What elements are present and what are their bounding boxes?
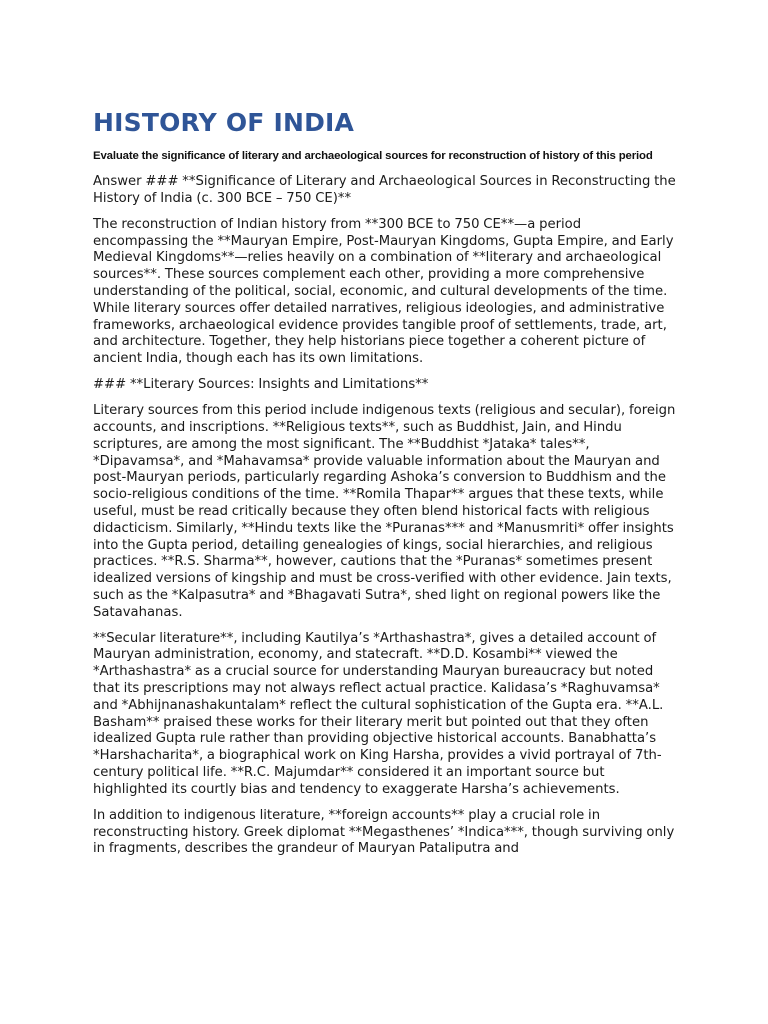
- foreign-accounts-paragraph: In addition to indigenous literature, **foreign accounts** play a crucial role in reconstructing history. Greek diplomat **Megasthenes’ *Indica***, though surviving only in fragments, describes the grandeur of Mauryan Pataliputra and: [93, 807, 675, 857]
- document-title: HISTORY OF INDIA: [93, 108, 355, 137]
- answer-heading-paragraph: Answer ### **Significance of Literary and Archaeological Sources in Reconstructing the History of India (c. 300 BCE – 750 CE)**: [93, 174, 676, 206]
- literary-sources-heading: ### **Literary Sources: Insights and Limitations**: [93, 377, 429, 393]
- document-page: [93, 108, 677, 867]
- religious-texts-paragraph: Literary sources from this period include indigenous texts (religious and secular), foreign accounts, and inscriptions. **Religious texts**, such as Buddhist, Jain, and Hindu scriptures, are among the most significant. The **Buddhist *Jataka* tales**, *Dipavamsa*, and *Mahavamsa* provide valuable information about the Mauryan and post-Mauryan periods, particularly regarding Ashoka’s conversion to Buddhism and the socio-religious conditions of the time. **Romila Thapar** argues that these texts, while useful, must be read critically because they often blend historical facts with religious didacticism. Similarly, **Hindu texts like the *Puranas*** and *Manusmriti* offer insights into the Gupta period, detailing genealogies of kings, social hierarchies, and religious practices. **R.S. Sharma**, however, cautions that the *Puranas* sometimes present idealized versions of kingship and must be cross-verified with other evidence. Jain texts, such as the *Kalpasutra* and *Bhagavati Sutra*, shed light on regional powers like the Satavahanas.: [93, 403, 676, 620]
- secular-literature-paragraph: **Secular literature**, including Kautilya’s *Arthashastra*, gives a detailed account of Mauryan administration, economy, and statecraft. **D.D. Kosambi** viewed the *Arthashastra* as a crucial source for understanding Mauryan bureaucracy but noted that its prescriptions may not always reflect actual practice. Kalidasa’s *Raghuvamsa* and *Abhijnanashakuntalam* reflect the cultural sophistication of the Gupta era. **A.L. Basham** praised these works for their literary merit but pointed out that they often idealized Gupta rule rather than providing objective historical accounts. Banabhatta’s *Harshacharita*, a biographical work on King Harsha, provides a vivid portrayal of 7th-century political life. **R.C. Majumdar** considered it an important source but highlighted its courtly bias and tendency to exaggerate Harsha’s achievements.: [93, 630, 664, 797]
- intro-paragraph: The reconstruction of Indian history from **300 BCE to 750 CE**—a period encompassing the **Mauryan Empire, Post-Mauryan Kingdoms, Gupta Empire, and Early Medieval Kingdoms**—relies heavily on a combination of **literary and archaeological sources**. These sources complement each other, providing a more comprehensive understanding of the political, social, economic, and cultural developments of the time. While literary sources offer detailed narratives, religious ideologies, and administrative frameworks, archaeological evidence provides tangible proof of settlements, trade, art, and architecture. Together, they help historians piece together a coherent picture of ancient India, though each has its own limitations.: [93, 216, 674, 367]
- question-heading: Evaluate the significance of literary and archaeological sources for reconstruction of history of this period: [93, 150, 653, 162]
